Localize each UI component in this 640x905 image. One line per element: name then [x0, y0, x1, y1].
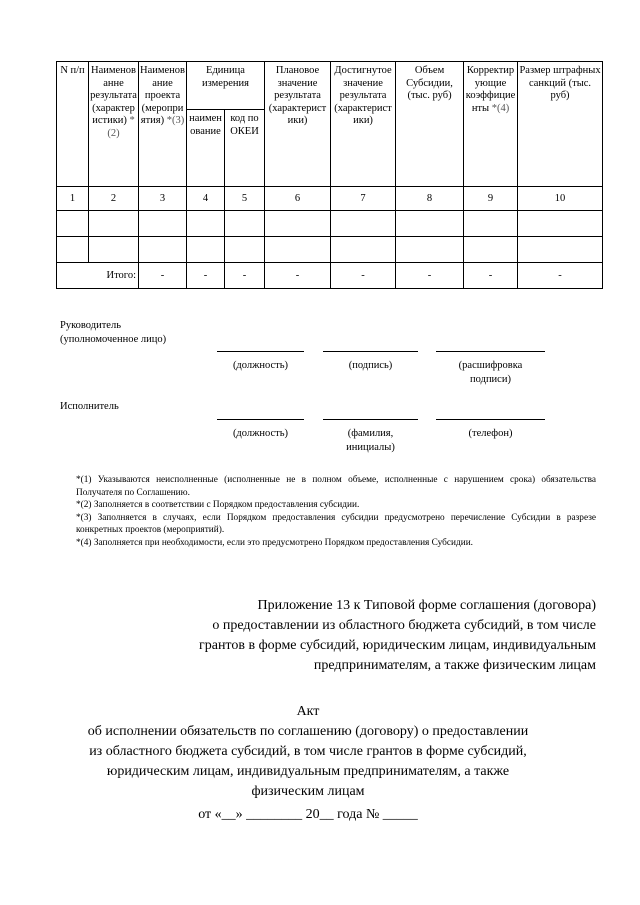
table-cell: [187, 211, 225, 237]
act-title-line: юридическим лицам, индивидуальным предпринимателям, а также: [106, 764, 510, 779]
exec-caption-phone: (телефон): [468, 428, 513, 439]
footnotes: [76, 474, 596, 549]
header-unit-group: Единица измерения: [187, 62, 265, 110]
appendix-line: о предоставлении из областного бюджета субсидий, в том числе: [212, 618, 596, 633]
head-signature-line: [323, 351, 418, 352]
header-coef: [464, 62, 518, 187]
total-value: -: [331, 263, 396, 289]
appendix-line: предпринимателям, а также физическим лицам: [313, 658, 596, 673]
header-name-project-text: Наименование проекта (мероприятия): [140, 65, 185, 126]
appendix-line: Приложение 13 к Типовой форме соглашения (договора): [257, 598, 596, 613]
table-row: [57, 237, 603, 263]
head-position-line: [217, 351, 304, 352]
col-number: 2: [89, 187, 139, 211]
table-cell: [89, 237, 139, 263]
table-cell: [265, 211, 331, 237]
col-number: 6: [265, 187, 331, 211]
table-cell: [187, 237, 225, 263]
head-label-sub: (уполномоченное лицо): [60, 334, 167, 345]
act-title: [58, 702, 558, 802]
exec-caption-position: (должность): [232, 428, 289, 439]
act-title-line: об исполнении обязательств по соглашению (договору) о предоставлении: [87, 724, 529, 739]
column-number-row: [57, 187, 603, 211]
exec-caption-name-2: инициалы): [346, 442, 395, 453]
table-cell: [57, 237, 89, 263]
head-label: Руководитель: [60, 320, 121, 331]
header-row-1: [57, 62, 603, 110]
header-planned: Плановое значение результата (характеристики): [265, 62, 331, 187]
exec-name-line: [323, 419, 418, 420]
header-num: N п/п: [57, 62, 89, 187]
total-value: -: [187, 263, 225, 289]
table-cell: [139, 211, 187, 237]
header-subsidy: Объем Субсидии, (тыс. руб): [396, 62, 464, 187]
exec-position-line: [217, 419, 304, 420]
footnote-2: *(2) Заполняется в соответствии с Порядком предоставления субсидии.: [76, 500, 360, 510]
total-label: Итого:: [57, 263, 139, 289]
col-number: 10: [518, 187, 603, 211]
header-unit-code: код по ОКЕИ: [225, 110, 265, 187]
total-value: -: [518, 263, 603, 289]
total-value: -: [265, 263, 331, 289]
head-caption-decoding-2: подписи): [470, 374, 511, 385]
executor-label: Исполнитель: [60, 401, 119, 412]
col-number: 4: [187, 187, 225, 211]
col-number: 8: [396, 187, 464, 211]
total-row: [57, 263, 603, 289]
total-value: -: [464, 263, 518, 289]
appendix-line: грантов в форме субсидий, юридическим лицам, индивидуальным: [198, 638, 596, 653]
footnote-1: *(1) Указываются неисполненные (исполненные не в полном объеме, исполненные с нарушением срока) обязательства Получателя по Соглашению.: [76, 475, 596, 498]
head-caption-decoding: (расшифровка: [458, 360, 523, 371]
header-unit-name: наименование: [187, 110, 225, 187]
appendix-header: [140, 596, 596, 676]
total-value: -: [396, 263, 464, 289]
table-cell: [518, 237, 603, 263]
table-cell: [225, 211, 265, 237]
act-title-line: физическим лицам: [251, 784, 365, 799]
act-date-line: от «__» ________ 20__ года № _____: [198, 807, 418, 822]
head-decoding-line: [436, 351, 545, 352]
table-cell: [396, 211, 464, 237]
header-coef-text: Корректирующие коэффициенты: [465, 65, 516, 114]
header-name-project-note: *(3): [166, 115, 185, 126]
table-cell: [331, 237, 396, 263]
header-coef-note: *(4): [491, 102, 510, 114]
act-title-line: из областного бюджета субсидий, в том числе грантов в форме субсидий,: [89, 744, 527, 759]
table-cell: [57, 211, 89, 237]
sanctions-table: [56, 61, 603, 289]
table-cell: [139, 237, 187, 263]
head-caption-position: (должность): [232, 360, 289, 371]
footnote-4: *(4) Заполняется при необходимости, если это предусмотрено Порядком предоставления Субсидии.: [76, 537, 473, 548]
exec-phone-line: [436, 419, 545, 420]
col-number: 9: [464, 187, 518, 211]
col-number: 7: [331, 187, 396, 211]
act-heading: Акт: [296, 704, 320, 719]
table-cell: [396, 237, 464, 263]
table-cell: [89, 211, 139, 237]
total-value: -: [139, 263, 187, 289]
total-value: -: [225, 263, 265, 289]
head-caption-signature: (подпись): [348, 360, 393, 371]
table-cell: [265, 237, 331, 263]
header-name-project: [139, 62, 187, 187]
table-row: [57, 211, 603, 237]
header-penalty: Размер штрафных санкций (тыс. руб): [518, 62, 603, 187]
header-name-result: [89, 62, 139, 187]
table-cell: [464, 237, 518, 263]
table-cell: [331, 211, 396, 237]
header-name-result-text: Наименованне результата (характеристики): [90, 65, 137, 126]
footnote-3: *(3) Заполняется в случаях, если Порядком предоставления субсидии предусмотрено перечисление Субсидии в разрезе конкретных проектов (мероприятий).: [76, 512, 596, 535]
col-number: 1: [57, 187, 89, 211]
header-achieved: Достигнутое значение результата (характеристики): [331, 62, 396, 187]
table-cell: [464, 211, 518, 237]
col-number: 5: [225, 187, 265, 211]
exec-caption-name: (фамилия,: [347, 428, 394, 439]
col-number: 3: [139, 187, 187, 211]
header-name-result-note: *(2): [107, 115, 135, 139]
table-cell: [518, 211, 603, 237]
table-cell: [225, 237, 265, 263]
